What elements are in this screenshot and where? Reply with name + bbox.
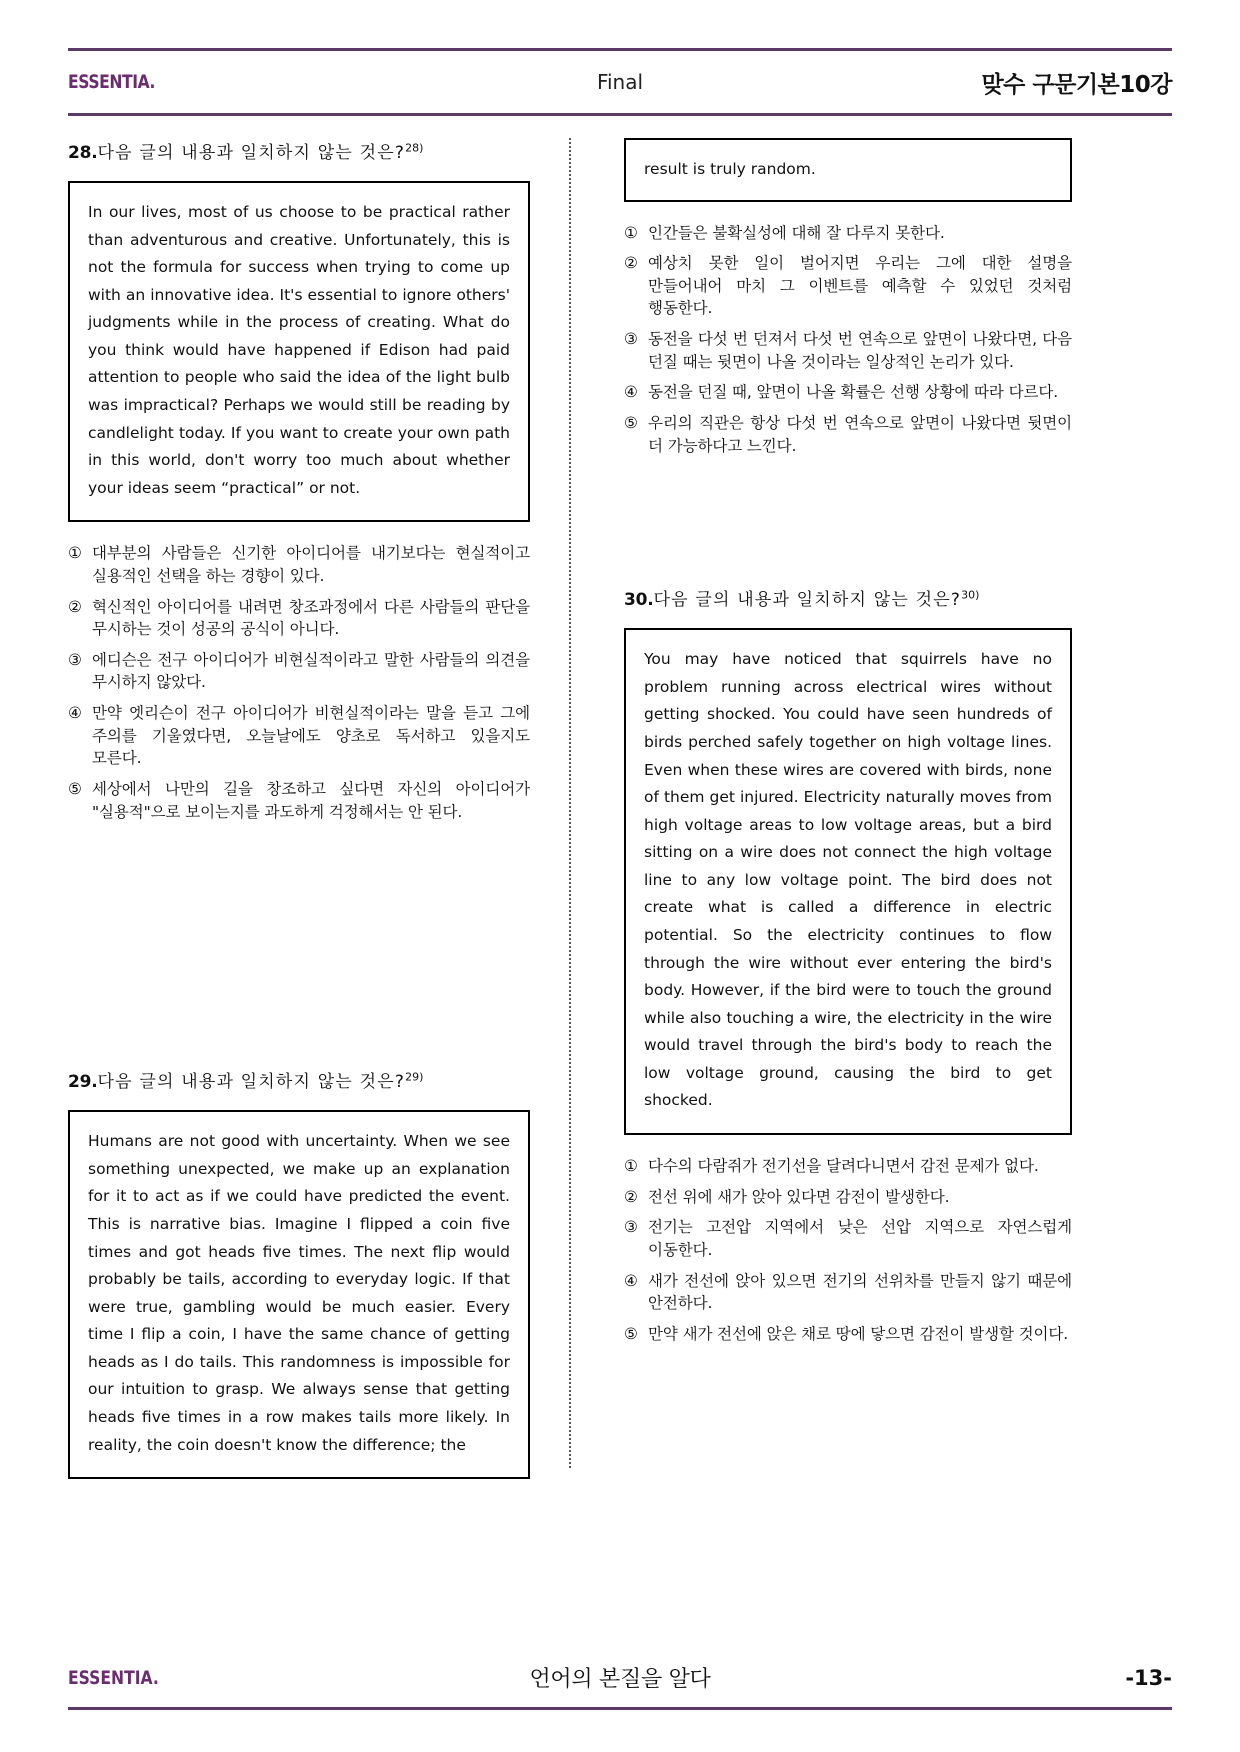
choice-item[interactable] bbox=[624, 328, 1072, 373]
question-28-prompt: 다음 글의 내용과 일치하지 않는 것은? bbox=[97, 143, 406, 163]
question-30-choices bbox=[624, 1155, 1072, 1345]
question-30-superscript: 30) bbox=[961, 588, 980, 602]
choice-item[interactable] bbox=[68, 542, 530, 587]
choice-item[interactable] bbox=[68, 778, 530, 823]
page-header bbox=[68, 48, 1172, 116]
choice-marker: ② bbox=[68, 597, 82, 616]
page-footer bbox=[68, 1648, 1172, 1710]
question-29-heading bbox=[68, 1067, 530, 1092]
divider-dotted-line bbox=[569, 138, 571, 1468]
choice-marker: ② bbox=[624, 254, 638, 273]
right-column bbox=[594, 138, 1072, 1648]
choice-text: 동전을 던질 때, 앞면이 나올 확률은 선행 상황에 따라 다르다. bbox=[648, 383, 1059, 402]
choice-text: 전기는 고전압 지역에서 낮은 선압 지역으로 자연스럽게 이동한다. bbox=[648, 1218, 1072, 1259]
choice-text: 대부분의 사람들은 신기한 아이디어를 내기보다는 현실적이고 실용적인 선택을 하는 경향이 있다. bbox=[92, 544, 530, 585]
footer-tagline: 언어의 본질을 알다 bbox=[529, 1667, 711, 1692]
choice-text: 만약 엣리슨이 전구 아이디어가 비현실적이라는 말을 듣고 그에 주의를 기울였다면, 오늘날에도 양초로 독서하고 있을지도 모른다. bbox=[92, 704, 530, 768]
choice-marker: ③ bbox=[624, 330, 638, 349]
choice-text: 에디슨은 전구 아이디어가 비현실적이라고 말한 사람들의 의견을 무시하지 않았다. bbox=[92, 650, 530, 692]
choice-text: 우리의 직관은 항상 다섯 번 연속으로 앞면이 나왔다면 뒷면이 더 가능하다고 느낀다. bbox=[648, 413, 1072, 455]
choice-text: 다수의 다람쥐가 전기선을 달려다니면서 감전 문제가 없다. bbox=[648, 1157, 1039, 1176]
question-28-superscript: 28) bbox=[405, 141, 424, 155]
choice-text: 동전을 다섯 번 던져서 다섯 번 연속으로 앞면이 나왔다면, 다음 던질 때는 뒷면이 나올 것이라는 일상적인 논리가 있다. bbox=[648, 330, 1072, 371]
choice-marker: ② bbox=[624, 1187, 638, 1206]
choice-marker: ③ bbox=[68, 650, 82, 669]
question-30-heading bbox=[624, 585, 1072, 610]
content-columns bbox=[68, 116, 1172, 1648]
question-28-passage: In our lives, most of us choose to be practical rather than adventurous and creative. Unfortunately, this is not the formula for success when trying to come up with an innovative idea. It's essential to ignore others' judgments while in the process of creating. What do you think would have happened if Edison had paid attention to people who said the idea of the light bulb was impractical? Perhaps we would still be reading by candlelight today. If you want to create your own path in this world, don't worry too much about whether your ideas seem “practical” or not. bbox=[68, 181, 530, 522]
question-30-prompt: 다음 글의 내용과 일치하지 않는 것은? bbox=[653, 590, 962, 611]
column-divider bbox=[546, 138, 594, 1648]
question-29-number: 29. bbox=[68, 1072, 98, 1093]
choice-marker: ③ bbox=[624, 1218, 638, 1237]
choice-text: 전선 위에 새가 앉아 있다면 감전이 발생한다. bbox=[648, 1187, 950, 1206]
choice-text: 새가 전선에 앉아 있으면 전기의 선위차를 만들지 않기 때문에 안전하다. bbox=[648, 1271, 1072, 1313]
choice-item[interactable] bbox=[624, 252, 1072, 320]
question-30-number: 30. bbox=[624, 590, 654, 611]
question-29-prompt: 다음 글의 내용과 일치하지 않는 것은? bbox=[97, 1072, 406, 1093]
choice-text: 인간들은 불확실성에 대해 잘 다루지 못한다. bbox=[648, 223, 945, 242]
question-29-passage-part2: result is truly random. bbox=[624, 138, 1072, 202]
choice-item[interactable] bbox=[624, 1155, 1072, 1178]
choice-marker: ④ bbox=[68, 704, 82, 723]
choice-marker: ⑤ bbox=[68, 779, 82, 798]
choice-marker: ① bbox=[68, 544, 82, 563]
page-number: -13- bbox=[1125, 1665, 1172, 1690]
choice-item[interactable] bbox=[68, 649, 530, 694]
choice-marker: ① bbox=[624, 223, 638, 242]
choice-item[interactable] bbox=[624, 381, 1072, 404]
choice-item[interactable] bbox=[624, 1270, 1072, 1315]
choice-marker: ⑤ bbox=[624, 413, 638, 432]
choice-marker: ⑤ bbox=[624, 1324, 638, 1343]
choice-item[interactable] bbox=[624, 1186, 1072, 1209]
choice-item[interactable] bbox=[624, 1216, 1072, 1261]
right-column-spacer bbox=[624, 465, 1072, 585]
question-28-number: 28. bbox=[68, 143, 98, 163]
left-column-spacer bbox=[68, 831, 530, 1067]
choice-item[interactable] bbox=[68, 596, 530, 641]
question-28-heading bbox=[68, 138, 530, 163]
left-column bbox=[68, 138, 546, 1648]
footer-brand-logo: ESSENTIA. bbox=[68, 1666, 159, 1689]
choice-text: 만약 새가 전선에 앉은 채로 땅에 닿으면 감전이 발생할 것이다. bbox=[648, 1324, 1069, 1343]
header-title: Final bbox=[596, 70, 644, 94]
choice-marker: ① bbox=[624, 1157, 638, 1176]
choice-item[interactable] bbox=[624, 412, 1072, 457]
choice-text: 예상치 못한 일이 벌어지면 우리는 그에 대한 설명을 만들어내어 마치 그 이벤트를 예측할 수 있었던 것처럼 행동한다. bbox=[648, 254, 1072, 318]
question-29-choices bbox=[624, 222, 1072, 458]
choice-marker: ④ bbox=[624, 1271, 638, 1290]
choice-text: 혁신적인 아이디어를 내려면 창조과정에서 다른 사람들의 판단을 무시하는 것이 성공의 공식이 아니다. bbox=[92, 597, 530, 639]
choice-marker: ④ bbox=[624, 383, 638, 402]
choice-item[interactable] bbox=[624, 222, 1072, 245]
question-28-choices bbox=[68, 542, 530, 823]
choice-item[interactable] bbox=[68, 702, 530, 770]
question-30-passage: You may have noticed that squirrels have no problem running across electrical wires without getting shocked. You could have seen hundreds of birds perched safely together on high voltage lines. Even when these wires are covered with birds, none of them get injured. Electricity naturally moves from high voltage areas to low voltage areas, but a bird sitting on a wire does not connect the high voltage line to any low voltage point. The bird does not create what is called a difference in electric potential. So the electricity continues to flow through the wire without ever entering the bird's body. However, if the bird were to touch the ground while also touching a wire, the electricity in the wire would travel through the bird's body to reach the low voltage ground, causing the bird to get shocked. bbox=[624, 628, 1072, 1135]
choice-item[interactable] bbox=[624, 1323, 1072, 1346]
header-brand-logo: ESSENTIA. bbox=[68, 71, 156, 93]
choice-text: 세상에서 나만의 길을 창조하고 싶다면 자신의 아이디어가 "실용적"으로 보이는지를 과도하게 걱정해서는 안 된다. bbox=[92, 779, 530, 821]
question-29-passage-part1: Humans are not good with uncertainty. When we see something unexpected, we make up an explanation for it to act as if we could have predicted the event. This is narrative bias. Imagine I flipped a coin five times and got heads five times. The next flip would probably be tails, according to everyday logic. If that were true, gambling would be much easier. Every time I flip a coin, I have the same chance of getting heads as I do tails. This randomness is impossible for our intuition to grasp. We always sense that getting heads five times in a row makes tails more likely. In reality, the coin doesn't know the difference; the bbox=[68, 1110, 530, 1479]
question-29-superscript: 29) bbox=[405, 1070, 424, 1084]
header-course-title: 맞수 구문기본10강 bbox=[981, 71, 1172, 98]
